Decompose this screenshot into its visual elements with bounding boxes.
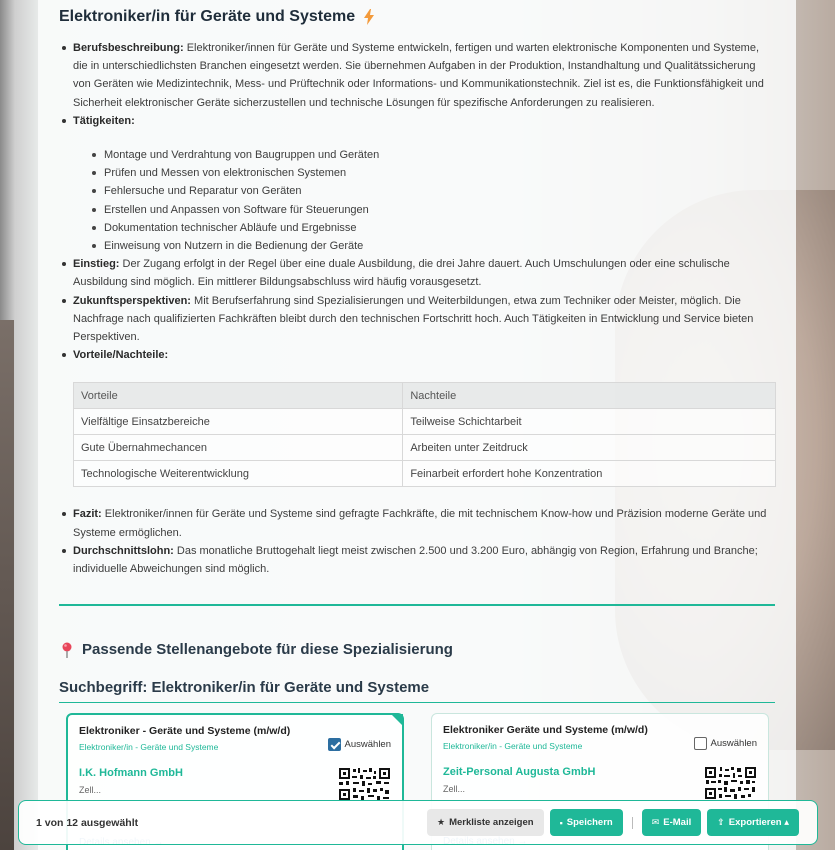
table-cell: Feinarbeit erfordert hohe Konzentration — [403, 461, 776, 487]
checkbox-unchecked-icon[interactable] — [694, 737, 707, 750]
vorteile-nachteile-table — [73, 382, 776, 487]
export-label: Exportieren ▴ — [728, 817, 789, 828]
stellenangebote-title: Passende Stellenangebote für diese Spezialisierung — [82, 641, 453, 659]
table-cell: Vielfältige Einsatzbereiche — [74, 409, 403, 435]
envelope-icon: ✉ — [651, 817, 660, 827]
job-title: Elektroniker - Geräte und Systeme (m/w/d) — [79, 725, 291, 738]
action-buttons — [421, 809, 799, 836]
email-label: E-Mail — [663, 817, 692, 828]
taetigkeit-item: Einweisung von Nutzern in die Bedienung der Geräte — [104, 237, 775, 255]
list-item-fazit — [73, 505, 775, 541]
taetigkeit-item: Dokumentation technischer Abläufe und Ergebnisse — [104, 219, 775, 237]
select-checkbox[interactable] — [694, 737, 757, 750]
lightning-icon — [363, 9, 375, 25]
label-berufsbeschreibung: Berufsbeschreibung: — [73, 42, 184, 54]
list-item-vorteile-nachteile — [73, 346, 775, 487]
label-zukunft: Zukunftsperspektiven: — [73, 294, 191, 307]
map-pin-icon — [61, 642, 73, 658]
taetigkeit-item: Erstellen und Anpassen von Software für Steuerungen — [104, 201, 775, 219]
list-item-taetigkeiten — [73, 112, 775, 255]
floppy-disk-icon: ▪ — [559, 817, 563, 828]
checkbox-checked-icon[interactable] — [328, 738, 341, 751]
text-zukunft: Mit Berufserfahrung sind Spezialisierungen und Weiterbildungen, etwa zum Techniker oder Meister, möglich. Die Nachfrage nach qualifizierten Fachkräften bleibt durch den technischen Fortschritt hoch. Auch Tätigkeiten in Entwicklung und Service bieten Perspektiven. — [73, 294, 754, 344]
job-specialization: Elektroniker/in - Geräte und Systeme — [443, 741, 583, 752]
table-row — [74, 435, 776, 461]
list-item-einstieg — [73, 255, 775, 291]
table-cell: Arbeiten unter Zeitdruck — [403, 435, 776, 461]
text-berufsbeschreibung: Elektroniker/innen für Geräte und Systeme entwickeln, fertigen und warten elektronische Komponenten und Systeme, die in unterschiedlichsten Branchen eingesetzt werden. Sie übernehmen Aufgaben in der Produktion, Instandhaltung und Qualitätssicherung von Geräten wie Medizintechnik, Mess- und Prüftechnik oder Informations- und Kommunikationstechnik. Ziel ist es, die Funktionsfähigkeit und Sicherheit elektronischer Geräte sicherzustellen und technische Lösungen für spezifische Anforderungen zu realisieren. — [73, 42, 764, 109]
search-term-heading: Suchbegriff: Elektroniker/in für Geräte und Systeme — [59, 679, 430, 697]
select-label: Auswählen — [344, 739, 391, 751]
button-separator — [632, 817, 633, 829]
taetigkeit-item: Prüfen und Messen von elektronischen Systemen — [104, 164, 775, 182]
star-icon: ★ — [437, 817, 446, 827]
table-row — [74, 461, 776, 487]
email-button[interactable] — [642, 809, 702, 836]
list-item-zukunft — [73, 292, 775, 347]
job-description — [38, 28, 796, 578]
stellenangebote-heading — [38, 606, 796, 658]
label-lohn: Durchschnittslohn: — [73, 544, 174, 557]
taetigkeit-item: Fehlersuche und Reparatur von Geräten — [104, 182, 775, 200]
label-fazit: Fazit: — [73, 508, 102, 521]
table-cell: Gute Übernahmechancen — [74, 435, 403, 461]
select-checkbox[interactable] — [328, 738, 391, 751]
table-row — [74, 409, 776, 435]
show-watchlist-button[interactable] — [427, 809, 544, 836]
select-label: Auswählen — [710, 738, 757, 750]
text-lohn: Das monatliche Bruttogehalt liegt meist zwischen 2.500 und 3.200 Euro, abhängig von Region, Erfahrung und Branche; individuelle Abweichungen sind möglich. — [73, 544, 758, 576]
header-nachteile: Nachteile — [403, 383, 776, 409]
export-button[interactable] — [707, 809, 799, 836]
show-watchlist-label: Merkliste anzeigen — [449, 817, 534, 828]
page-title: Elektroniker/in für Geräte und Systeme — [59, 7, 356, 25]
label-einstieg: Einstieg: — [73, 258, 120, 271]
list-item-berufsbeschreibung — [73, 39, 775, 112]
export-icon: ⇪ — [717, 817, 725, 827]
job-title: Elektroniker Geräte und Systeme (m/w/d) — [443, 724, 648, 737]
selected-corner-marker — [391, 714, 403, 726]
job-company: I.K. Hofmann GmbH — [79, 767, 183, 780]
text-einstieg: Der Zugang erfolgt in der Regel über eine duale Ausbildung, die drei Jahre dauert. Auch Umschulungen oder eine schulische Ausbildung sind möglich. Ein mittlerer Bildungsabschluss wird häufig vorausgesetzt. — [73, 258, 730, 289]
job-specialization: Elektroniker/in - Geräte und Systeme — [79, 742, 219, 753]
header-vorteile: Vorteile — [74, 383, 403, 409]
label-taetigkeiten: Tätigkeiten: — [73, 114, 135, 127]
job-company: Zeit-Personal Augusta GmbH — [443, 766, 596, 779]
list-item-lohn — [73, 542, 775, 578]
save-button[interactable] — [550, 809, 623, 836]
qr-code-icon — [704, 766, 757, 800]
title-row — [38, 0, 796, 28]
info-list — [73, 39, 775, 578]
taetigkeit-item: Montage und Verdrahtung von Baugruppen und Geräten — [104, 146, 775, 164]
table-cell: Technologische Weiterentwicklung — [74, 461, 403, 487]
table-cell: Teilweise Schichtarbeit — [403, 409, 776, 435]
table-header-row — [74, 383, 776, 409]
selection-action-bar — [18, 800, 818, 845]
selected-count: 1 von 12 ausgewählt — [36, 816, 139, 829]
text-fazit: Elektroniker/innen für Geräte und Systeme sind gefragte Fachkräfte, die mit technischem Know-how und Präzision moderne Geräte und Systeme ermöglichen. — [73, 508, 767, 539]
job-city: Zell... — [443, 784, 466, 795]
content-card — [38, 0, 796, 850]
qr-code-icon — [338, 767, 391, 801]
save-label: Speichern — [566, 817, 613, 828]
background-photo-edge — [0, 320, 14, 850]
taetigkeiten-list — [73, 146, 775, 255]
label-vorteile-nachteile: Vorteile/Nachteile: — [73, 349, 169, 362]
job-city: Zell... — [79, 785, 102, 796]
